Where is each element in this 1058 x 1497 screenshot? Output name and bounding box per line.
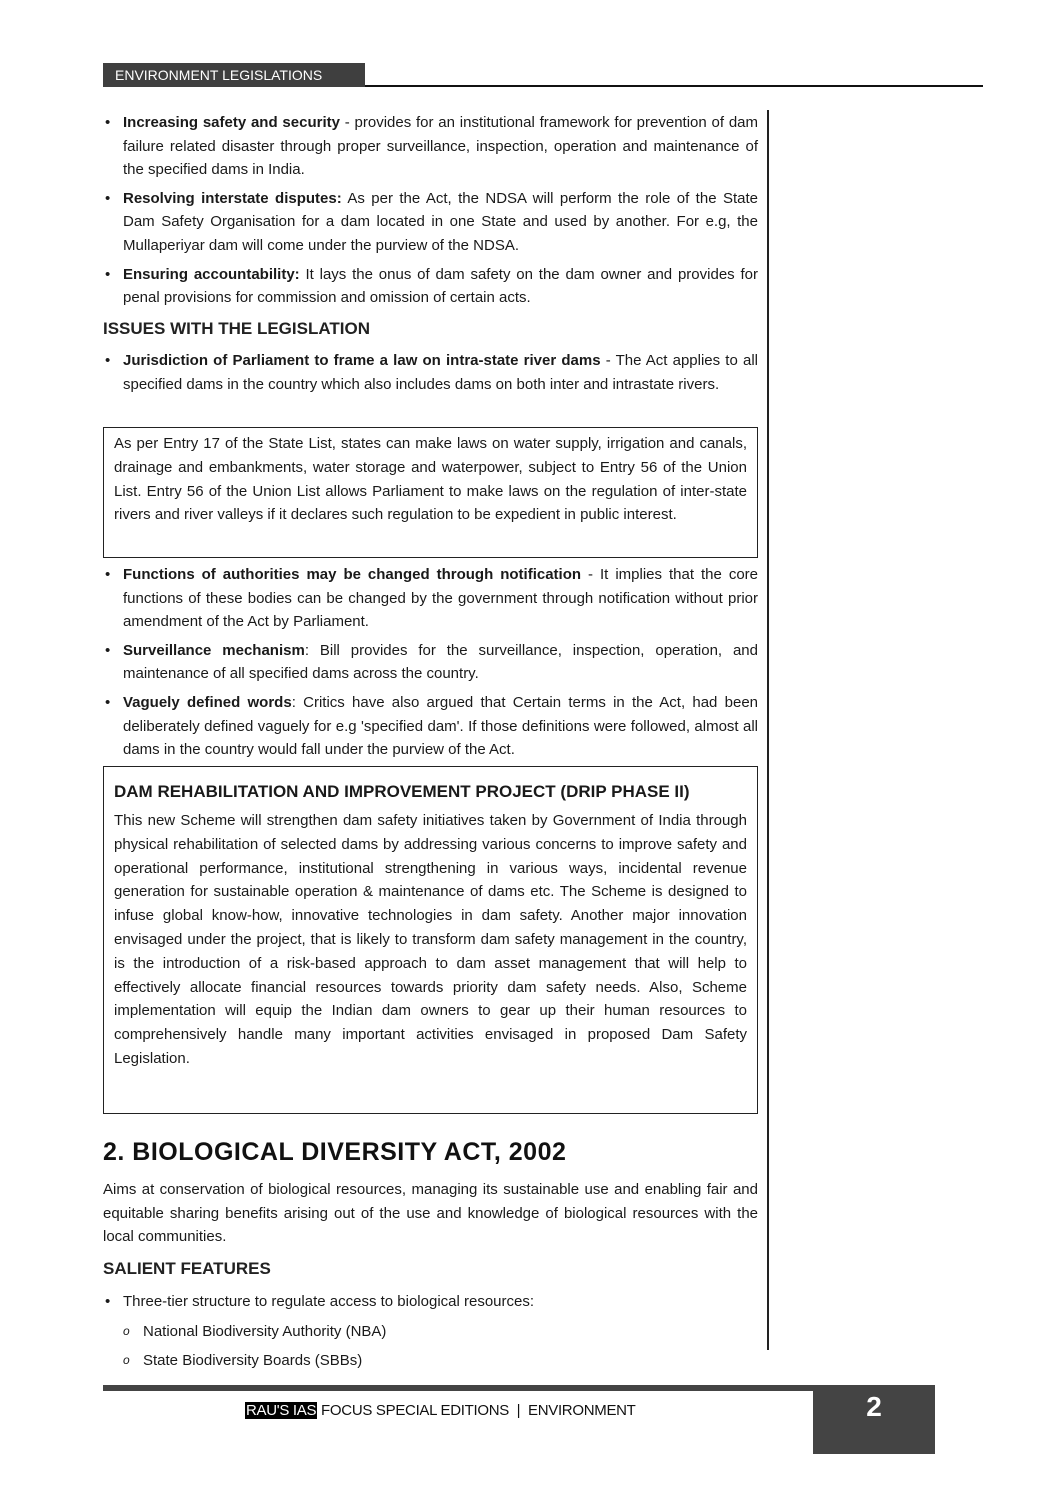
list-item [103, 639, 758, 686]
footer-text [245, 1402, 636, 1419]
item-term: Vaguely defined words [123, 693, 292, 711]
sub-item: o National Biodiversity Authority (NBA) [103, 1320, 758, 1344]
features-list [103, 1290, 758, 1373]
issues-first [103, 349, 758, 396]
page-number: 2 [813, 1385, 935, 1454]
item-text: : Critics have also argued that Certain terms in the Act, had been deliberately defined vaguely for e.g 'specified dam'. If those definitions were followed, almost all dams in the country would fall under the purview of the Act. [123, 693, 758, 759]
list-item [103, 563, 758, 634]
item-term: Ensuring accountability: [123, 265, 300, 283]
item-term: Jurisdiction of Parliament to frame a law on intra-state river dams [123, 352, 601, 369]
item-text: : Bill provides for the surveillance, inspection, operation, and maintenance of all specified dams across the country. [123, 641, 758, 683]
list-item: • Three-tier structure to regulate access to biological resources: [103, 1290, 758, 1314]
item-text: As per the Act, the NDSA will perform the role of the State Dam Safety Organisation for a dam located in one State and used by another. For e.g, the Mullaperiyar dam will come under the purview of the NDSA. [123, 189, 758, 254]
footer-rule [103, 1385, 815, 1391]
item-text: - The Act applies to all specified dams in the country which also includes dams on both inter and intrastate rivers. [123, 352, 758, 393]
list-item [103, 111, 758, 182]
margin-rule [767, 110, 769, 1350]
sub-item: o State Biodiversity Boards (SBBs) [103, 1349, 758, 1373]
drip-box [103, 766, 758, 1114]
item-term: Resolving interstate disputes: [123, 189, 342, 207]
item-text: It lays the onus of dam safety on the dam owner and provides for penal provisions for commission and omission of certain acts. [123, 265, 758, 307]
act-title: 2. BIOLOGICAL DIVERSITY ACT, 2002 [103, 1138, 567, 1166]
issues-list [103, 563, 758, 762]
drip-heading: DAM REHABILITATION AND IMPROVEMENT PROJECT (DRIP PHASE II) [114, 782, 690, 801]
item-term: Increasing safety and security [123, 114, 340, 131]
item-text: - provides for an institutional framework for prevention of dam failure related disaster through proper surveillance, inspection, operation and maintenance of the specified dams in India. [123, 114, 758, 179]
list-item [103, 691, 758, 762]
act-intro: Aims at conservation of biological resources, managing its sustainable use and enabling fair and equitable sharing benefits arising out of the use and knowledge of biological resources with the local communities. [103, 1181, 758, 1246]
header-rule [365, 85, 983, 87]
features-heading: SALIENT FEATURES [103, 1259, 271, 1278]
item-term: Surveillance mechanism [123, 641, 305, 659]
footer-label: FOCUS SPECIAL EDITIONS | ENVIRONMENT [317, 1402, 636, 1419]
entry-note-box: As per Entry 17 of the State List, states can make laws on water supply, irrigation and canals, drainage and embankments, water storage and waterpower, subject to Entry 56 of the Union List. Entry 56 of the Union List allows Parliament to make laws on the regulation of inter-state rivers and river valleys if it declares such regulation to be expedient in public interest. [103, 427, 758, 558]
item-text: - It implies that the core functions of these bodies can be changed by the government through notification without prior amendment of the Act by Parliament. [123, 566, 758, 631]
issues-heading: ISSUES WITH THE LEGISLATION [103, 319, 370, 338]
list-item [103, 349, 758, 396]
list-item [103, 187, 758, 258]
list-item [103, 263, 758, 310]
item-term: Functions of authorities may be changed through notification [123, 566, 582, 583]
drip-body: This new Scheme will strengthen dam safety initiatives taken by Government of India through physical rehabilitation of selected dams by addressing various concerns to improve safety and operational performance, institutional strengthening in various ways, incidental revenue generation for sustainable operation & maintenance of dams etc. The Scheme is designed to infuse global know-how, innovative technologies in dam safety. Another major innovation envisaged under the project, that is likely to transform dam safety management in the country, is the introduction of a risk-based approach to dam asset management that will help to effectively allocate financial resources towards priority dam safety needs. Also, Scheme implementation will equip the Indian dam owners to gear up their human resources to comprehensively handle many important activities envisaged in proposed Dam Safety Legislation. [114, 812, 747, 1067]
section-header: ENVIRONMENT LEGISLATIONS [103, 63, 365, 87]
brand-logo: RAU'S IAS [246, 1402, 317, 1419]
benefits-list [103, 111, 758, 310]
